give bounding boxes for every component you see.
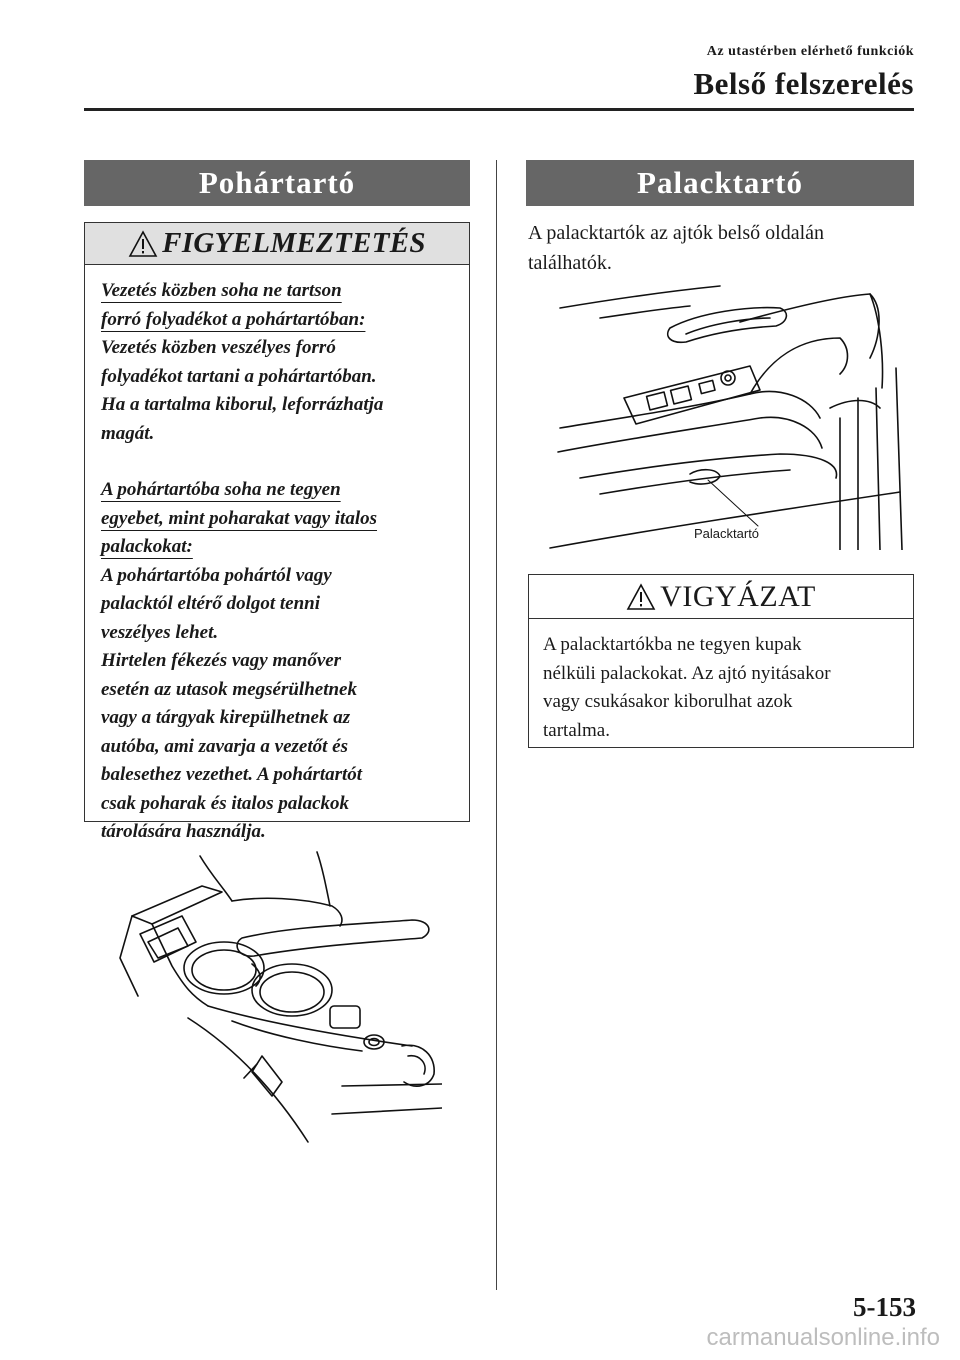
cup-holder-heading: Pohártartó (84, 160, 470, 206)
warning-text-line: vagy a tárgyak kirepülhetnek az (101, 707, 351, 728)
caution-text-line: A palacktartókba ne tegyen kupak (543, 634, 802, 655)
intro-line: találhatók. (528, 252, 612, 274)
caution-text-line: tartalma. (543, 719, 610, 741)
warning-label: FIGYELMEZTETÉS (162, 227, 426, 259)
warning-text-line: veszélyes lehet. (101, 621, 219, 643)
warning-heading-2-line-2: egyebet, mint poharakat vagy italos (101, 507, 378, 529)
bottle-holder-intro (528, 218, 908, 278)
warning-text-line: csak poharak és italos palackok (101, 792, 350, 814)
column-divider (496, 160, 497, 1290)
warning-body (85, 265, 469, 847)
warning-heading-2-line-1: A pohártartóba soha ne tegyen (101, 479, 341, 500)
warning-text-line: A pohártartóba pohártól vagy (101, 564, 332, 586)
warning-header (85, 223, 469, 265)
caution-box (528, 574, 914, 748)
page-header (693, 44, 914, 102)
section-title: Belső felszerelés (693, 66, 914, 101)
warning-text-line: folyadékot tartani a pohártartóban. (101, 365, 377, 387)
chapter-title: Az utastérben elérhető funkciók (706, 44, 914, 59)
warning-box (84, 222, 470, 842)
door-panel-illustration (540, 278, 910, 550)
caution-triangle-icon (626, 583, 656, 611)
warning-text-line: palacktól eltérő dolgot tenni (101, 593, 321, 614)
bottle-holder-heading: Palacktartó (526, 160, 914, 206)
caution-header (529, 575, 913, 619)
bottle-holder-callout: Palacktartó (694, 526, 760, 541)
paragraph-gap (101, 448, 453, 476)
caution-text-line: vagy csukásakor kiborulhat azok (543, 691, 793, 712)
warning-heading-1-line-2: forró folyadékot a pohártartóban: (101, 308, 366, 330)
watermark: carmanualsonline.info (706, 1324, 940, 1351)
caution-text-line: nélküli palackokat. Az ajtó nyitásakor (543, 662, 831, 684)
warning-heading-2-line-3: palackokat: (101, 536, 193, 557)
header-rule (84, 108, 914, 111)
warning-text-line: Vezetés közben veszélyes forró (101, 337, 336, 358)
warning-text-line: Hirtelen fékezés vagy manőver (101, 650, 342, 671)
warning-text-line: esetén az utasok megsérülhetnek (101, 678, 357, 700)
caution-body (529, 619, 913, 757)
warning-text-line: magát. (101, 422, 155, 444)
warning-heading-1-line-1: Vezetés közben soha ne tartson (101, 280, 342, 301)
warning-text-line: tárolására használja. (101, 821, 266, 842)
cup-holder-illustration (112, 846, 442, 1146)
page-number: 5-153 (853, 1292, 916, 1322)
warning-text-line: Ha a tartalma kiborul, leforrázhatja (101, 394, 384, 415)
intro-line: A palacktartók az ajtók belső oldalán (528, 222, 825, 244)
caution-label: VIGYÁZAT (660, 579, 816, 613)
warning-text-line: autóba, ami zavarja a vezetőt és (101, 735, 348, 757)
warning-text-line: balesethez vezethet. A pohártartót (101, 764, 363, 785)
warning-triangle-icon (128, 230, 158, 258)
